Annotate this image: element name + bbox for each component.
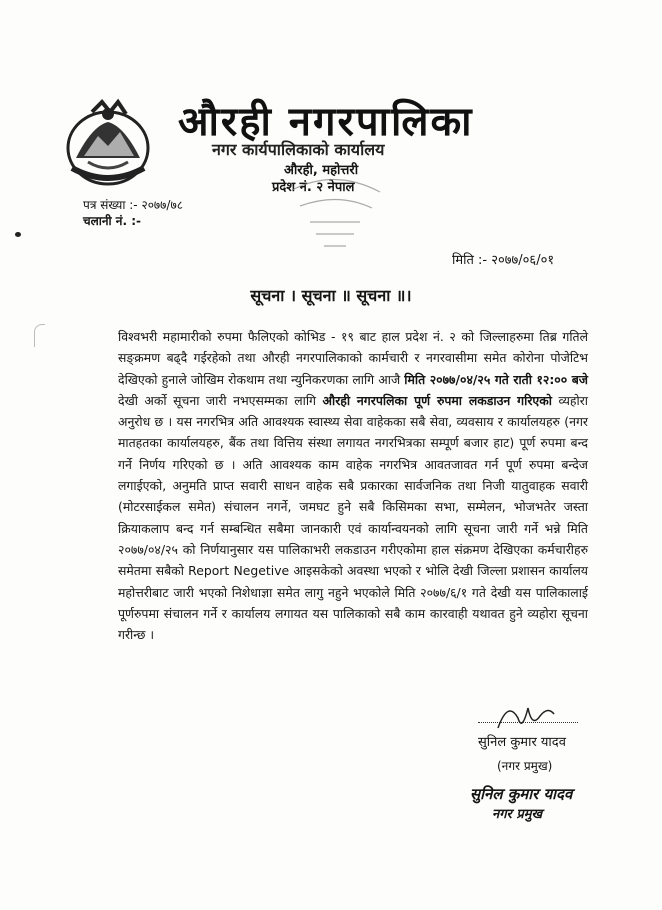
body-bold-date-time: मिति २०७७/०४/२५ गते राती १२:०० बजे <box>404 371 588 387</box>
letter-date: मिति :- २०७७/०६/०१ <box>452 253 555 268</box>
body-text-3: व्यहोरा अनुरोध छ । यस नगरभित्र अति आवश्यक स्वास्थ्य सेवा वाहेकका सबै सेवा, व्यवसाय र कार्यालयहरु (नगर मातहतका कार्यालयहरु, बैंक तथा वित्तिय संस्था लगायत नगरभित्रका सम्पूर्ण बजार हाट) पूर्ण रुपमा बन्द गर्ने निर्णय गरिएको छ । अति आवश्यक काम वाहेक नगरभित्र आवतजावत गर्न पूर्ण रुपमा बन्देज लगाईएको, अनुमति प्राप्त सवारी साधन वाहेक सबै प्रकारका सार्वजनिक तथा निजी यातुवाहक सवारी (मोटरसाईकल समेत) संचालन नगर्ने, जमघट हुने सबै किसिमका सभा, सम्मेलन, भोजभतेर जस्ता क्रियाकलाप बन्द गर्न सम्बन्धित सबैमा जानकारी एवं कार्यान्वयनको लागि सूचना जारी गर्ने भन्ने मिति २०७७/०४/२५ को निर्णयानुसार यस पालिकाभरी लकडाउन गरीएकोमा हाल संक्रमण देखिएका कर्मचारीहरु समेतमा सबैको Report Negetive आइसकेको अवस्था भएको र भोलि देखी जिल्ला प्रशासन कार्यालय महोत्तरीबाट जारी भएको निशेधाज्ञा समेत लागु नहुने भएकोले मिति २०७७/६/१ गते देखी यस पालिकालाई पूर्णरुपमा संचालन गर्ने र कार्यालय लगायत यस पालिकाको सबै काम कारवाही यथावत हुने व्यहोरा सूचना गरीन्छ । <box>118 392 588 643</box>
seal-signatory-title: नगर प्रमुख <box>492 807 543 822</box>
signature-line <box>478 716 578 723</box>
office-stamp-seal <box>280 170 390 260</box>
nepal-emblem-logo <box>62 96 154 192</box>
signatory-title: (नगर प्रमुख) <box>497 759 553 773</box>
dispatch-number: चलानी नं. :- <box>83 214 141 228</box>
municipality-title: औरही नगरपालिका <box>178 98 474 145</box>
letter-reference-number: पत्र संख्या :- २०७७/७८ <box>83 198 183 212</box>
address-province: प्रदेश नं. २ नेपाल <box>272 180 355 195</box>
signatory-name: सुनिल कुमार यादव <box>478 735 566 750</box>
body-text-1: विश्वभरी महामारीको रुपमा फैलिएको कोभिड - १९ बाट हाल प्रदेश नं. २ को जिल्लाहरुमा तिब्र गतिले सङ्क्रमण बढ्दै गईरहेको तथा औरही नगरपालिकाको कार्मचारी र नगरवासीमा समेत कोरोना पोजेटिभ देखिएको हुनाले जोखिम रोकथाम तथा न्युनिकरणका लागि आजै <box>118 329 588 387</box>
notice-body <box>118 326 588 645</box>
address-district: औरही, महोत्तरी <box>284 163 359 178</box>
body-bold-lockdown: औरही नगरपलिका पूर्ण रुपमा लकडाउन गरिएको <box>322 392 552 408</box>
seal-signatory-name: सुनिल कुमार यादव <box>470 785 573 803</box>
punch-mark <box>34 324 45 347</box>
body-text-2: देखी अर्को सूचना जारी नभएसम्मका लागि <box>118 392 317 408</box>
notice-heading: सूचना । सूचना ॥ सूचना ॥। <box>250 286 412 305</box>
office-subtitle: नगर कार्यपालिकाको कार्यालय <box>212 140 385 159</box>
ink-dot <box>15 232 21 237</box>
